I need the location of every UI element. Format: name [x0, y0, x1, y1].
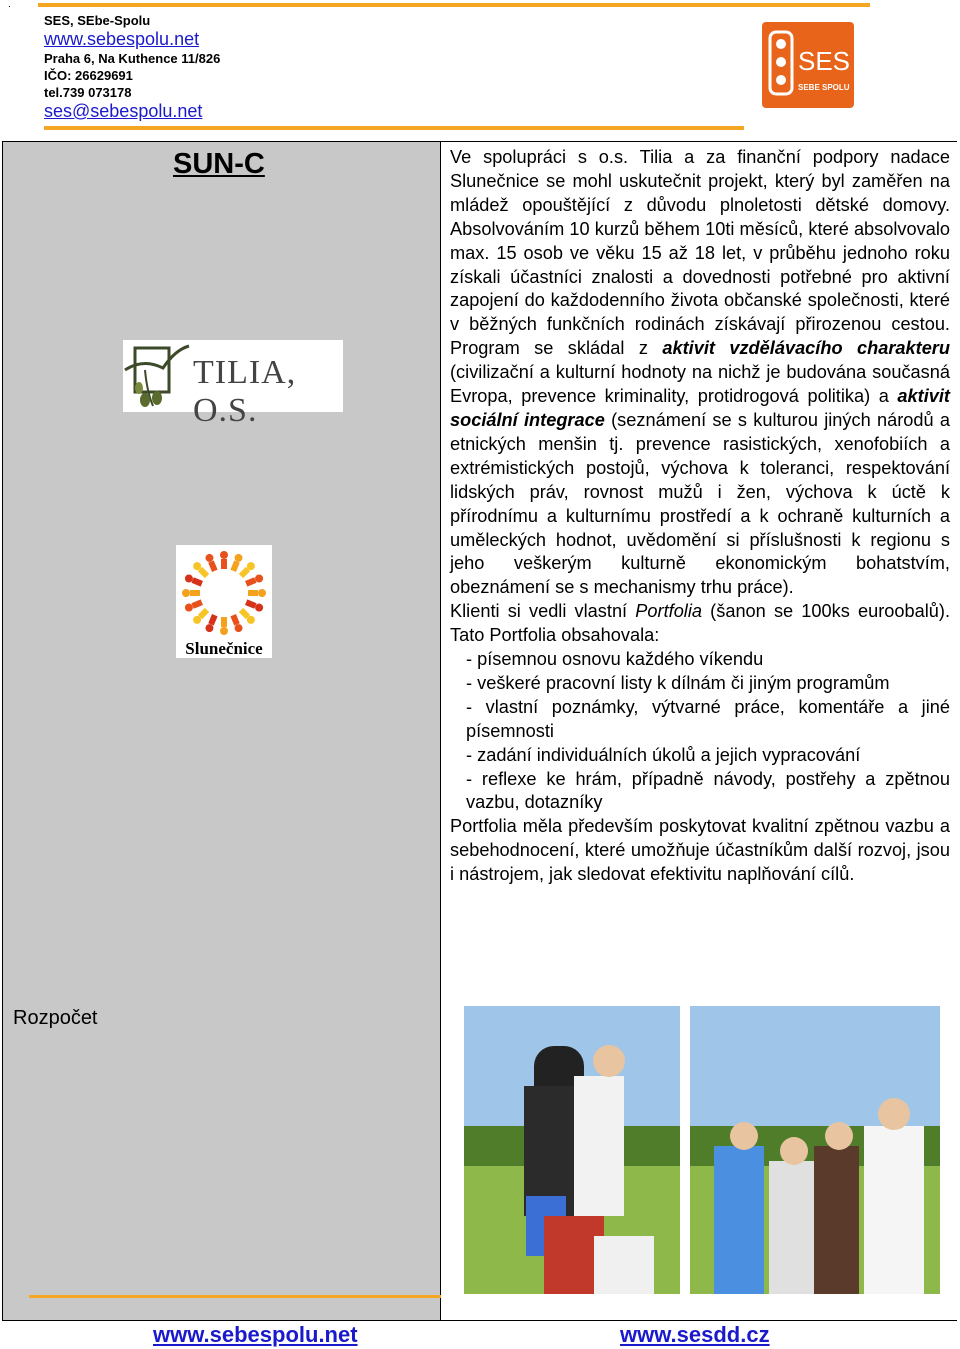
slunecnice-logo-text: Slunečnice: [185, 639, 263, 658]
ico: IČO: 26629691: [44, 68, 133, 83]
ses-logo-letters: SES: [798, 46, 851, 76]
project-description: [450, 146, 950, 887]
header-bottom-rule: [44, 126, 744, 130]
email-link[interactable]: ses@sebespolu.net: [44, 101, 203, 121]
footer-link-sebespolu[interactable]: www.sebespolu.net: [153, 1322, 358, 1347]
list-item: - písemnou osnovu každého víkendu: [466, 649, 764, 670]
paragraph-program: Ve spolupráci s o.s. Tilia a za finanční podpory nadace Slunečnice se mohl uskutečnit projekt, který byl zaměřen na mládež opouštějící z důvodu plnoletosti dětské domovy. Absolvováním 10 kurzů během 10ti měsíců, které absolvovalo max. 15 osob ve věku 15 až 18 let, v průběhu jednoho roku získali účastníci znalosti a dovednosti potřebné pro aktivní zapojení do každodenního života občanské společnosti, které v běžných funkčních rodinách získávají přirozenou cestou. Program se skládal z aktivit vzdělávacího charakteru (civilizační a kulturní hodnoty na nichž je budována současná Evropa, prevence kriminality, protidrogová politika) a aktivit sociální integrace (seznámení se s kulturou jiných národů a etnických menšin tj. prevence rasistických, xenofobiích a extrémistických postojů, výchova k toleranci, respektování lidských práv, rovnost mužů i žen, výchova k úctě k přírodnímu a kulturnímu prostředí a k ochraně kulturních a uměleckých hodnot, uvědomění si příslušnosti k regionu s jeho veškerým kulturně ekonomickým bohatstvím, obeznámení se s mechanismy trhu práce).: [450, 147, 950, 598]
paragraph-portfolio: Klienti si vedli vlastní Portfolia (šanon se 100ks euroobalů). Tato Portfolia obsahovala:: [450, 601, 951, 646]
right-column: [442, 142, 957, 1320]
ses-logo-tagline: SEBE SPOLU: [798, 83, 850, 92]
website-link[interactable]: www.sebespolu.net: [44, 29, 200, 49]
tilia-leaf-icon: [123, 340, 193, 412]
bold-educational-activities: aktivit vzdělávacího charakteru: [662, 338, 950, 359]
list-item: - zadání individuálních úkolů a jejich vypracování: [466, 744, 861, 765]
bold-social-integration: aktivit sociální integrace: [450, 386, 950, 430]
group-photo-image: [464, 1006, 940, 1294]
budget-label: Rozpočet: [13, 1007, 98, 1029]
group-photo: [464, 1006, 940, 1294]
list-item: - vlastní poznámky, výtvarné práce, komentáře a jiné písemnosti: [466, 696, 950, 741]
left-column: [3, 142, 441, 1320]
org-name: SES, SEbe-Spolu: [44, 13, 151, 28]
italic-portfolia: Portfolia: [635, 601, 703, 622]
tilia-logo: [123, 340, 343, 429]
phone: tel.739 073178: [44, 85, 132, 100]
address: Praha 6, Na Kuthence 11/826: [44, 51, 221, 66]
header-dot: .: [8, 0, 11, 10]
ses-logo-graphic: [760, 20, 856, 110]
header-top-rule: [38, 3, 870, 7]
list-item: - reflexe ke hrám, případně návody, postřehy a zpětnou vazbu, dotazníky: [466, 768, 950, 813]
footer-link-sesdd[interactable]: www.sesdd.cz: [620, 1322, 770, 1347]
slunecnice-logo: [176, 545, 272, 658]
footer-rule: [29, 1295, 441, 1298]
main-table: [2, 141, 957, 1321]
header-contact: [44, 12, 374, 122]
photo-separator: [680, 1006, 690, 1294]
paragraph-feedback: Portfolia měla především poskytovat kvalitní zpětnou vazbu a sebehodnocení, které umožňuje účastníkům další rozvoj, jsou i nástrojem, jak sledovat efektivitu naplňování cílů.: [450, 816, 950, 885]
ses-logo: [760, 20, 856, 110]
tilia-logo-text: TILIA, O.S.: [193, 354, 297, 429]
project-title: SUN-C: [173, 148, 265, 180]
list-item: - veškeré pracovní listy k dílnám či jiným programům: [466, 672, 890, 693]
slunecnice-sun-icon: [176, 545, 272, 641]
